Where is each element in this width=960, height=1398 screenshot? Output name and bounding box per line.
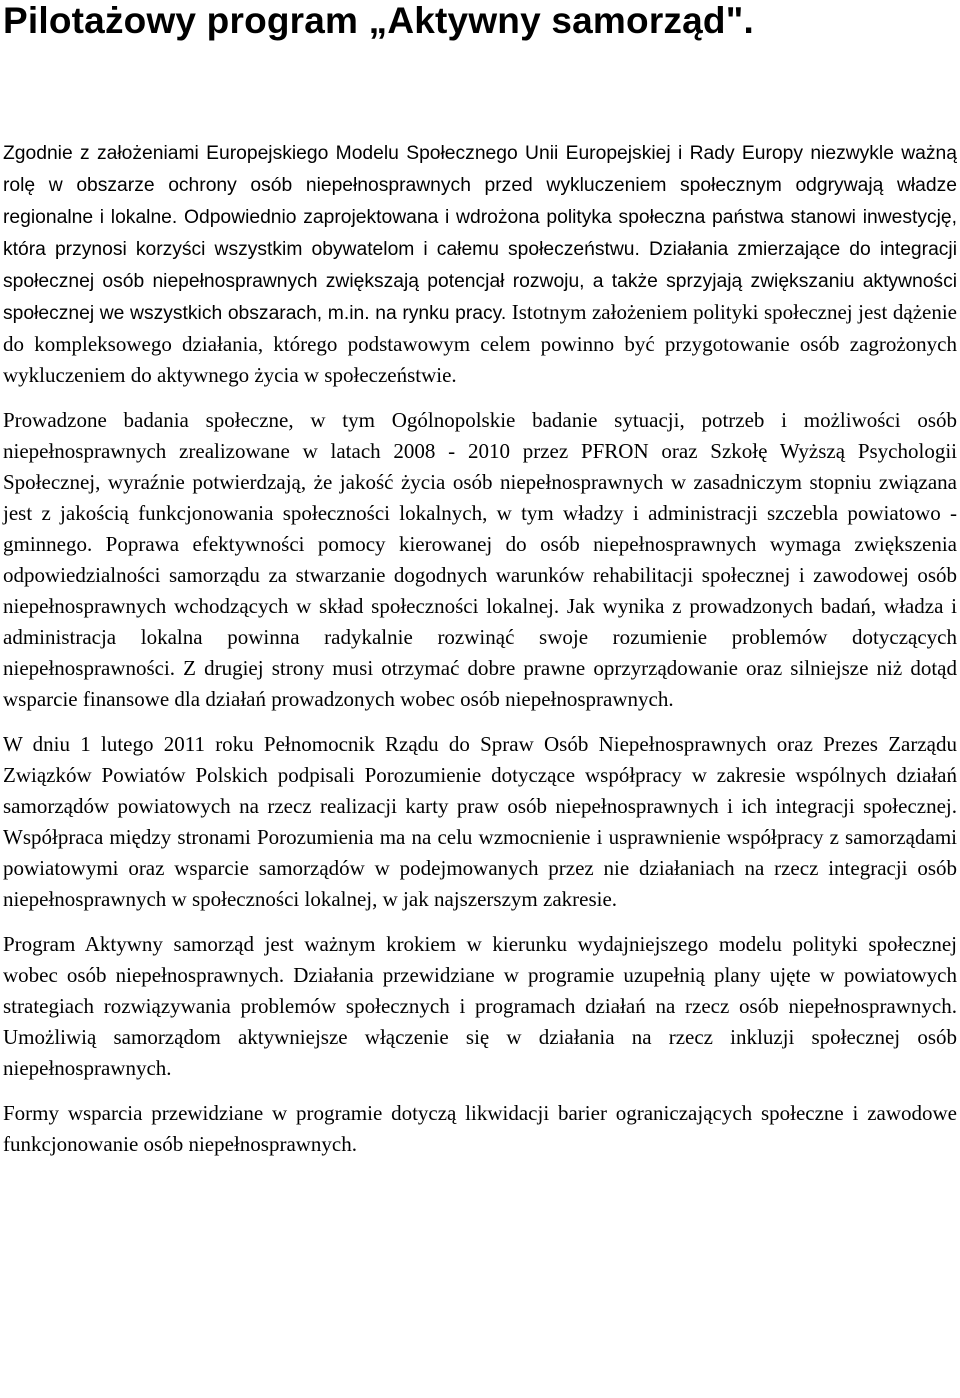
document-title: Pilotażowy program „Aktywny samorząd". <box>3 0 754 41</box>
paragraph-3: W dniu 1 lutego 2011 roku Pełnomocnik Rządu do Spraw Osób Niepełnosprawnych oraz Prezes Zarządu Związków Powiatów Polskich podpisali Porozumienie dotyczące współpracy w zakresie wspólnych działań samorządów powiatowych na rzecz realizacji karty praw osób niepełnosprawnych i ich integracji społecznej. Współpraca między stronami Porozumienia ma na celu wzmocnienie i usprawnienie współpracy z samorządami powiatowymi oraz wsparcie samorządów w podejmowanych przez nie działaniach na rzecz integracji osób niepełnosprawnych w społeczności lokalnej, w jak najszerszym zakresie. <box>3 732 957 911</box>
paragraph-1-sans-text: Zgodnie z założeniami Europejskiego Modelu Społecznego Unii Europejskiej i Rady Europy niezwykle ważną rolę w obszarze ochrony osób niepełnosprawnych przed wykluczeniem społecznym odgrywają władze regionalne i lokalne. Odpowiednio zaprojektowana i wdrożona polityka społeczna państwa stanowi inwestycję, która przynosi korzyści wszystkim obywatelom i całemu społeczeństwu. Działania zmierzające do integracji społecznej osób niepełnosprawnych zwiększają potencjał rozwoju, a także sprzyjają zwiększaniu aktywności społecznej we wszystkich obszarach, m.in. na rynku pracy. <box>3 143 957 324</box>
paragraph-1-serif-text: Istotnym założeniem polityki społecznej jest dążenie do kompleksowego działania, którego podstawowym celem powinno być przygotowanie osób zagrożonych wykluczeniem do aktywnego życia w społeczeństwie. <box>3 300 957 387</box>
paragraph-1 <box>3 137 957 391</box>
paragraph-5: Formy wsparcia przewidziane w programie dotyczą likwidacji barier ograniczających społeczne i zawodowe funkcjonowanie osób niepełnosprawnych. <box>3 1101 957 1156</box>
document-page <box>3 0 957 1160</box>
paragraph-4: Program Aktywny samorząd jest ważnym krokiem w kierunku wydajniejszego modelu polityki społecznej wobec osób niepełnosprawnych. Działania przewidziane w programie uzupełnią plany ujęte w powiatowych strategiach rozwiązywania problemów społecznych i programach działań na rzecz osób niepełnosprawnych. Umożliwią samorządom aktywniejsze włączenie się w działania na rzecz inkluzji społecznej osób niepełnosprawnych. <box>3 932 957 1080</box>
paragraph-2: Prowadzone badania społeczne, w tym Ogólnopolskie badanie sytuacji, potrzeb i możliwości osób niepełnosprawnych zrealizowane w latach 2008 - 2010 przez PFRON oraz Szkołę Wyższą Psychologii Społecznej, wyraźnie potwierdzają, że jakość życia osób niepełnosprawnych w zasadniczym stopniu związana jest z jakością funkcjonowania społeczności lokalnych, w tym władzy i administracji szczebla powiatowo - gminnego. Poprawa efektywności pomocy kierowanej do osób niepełnosprawnych wymaga zwiększenia odpowiedzialności samorządu za stwarzanie dogodnych warunków rehabilitacji społecznej i zawodowej osób niepełnosprawnych wchodzących w skład społeczności lokalnej. Jak wynika z prowadzonych badań, władza i administracja lokalna powinna radykalnie rozwinąć swoje rozumienie problemów dotyczących niepełnosprawności. Z drugiej strony musi otrzymać dobre prawne oprzyrządowanie oraz silniejsze niż dotąd wsparcie finansowe dla działań prowadzonych wobec osób niepełnosprawnych. <box>3 408 957 711</box>
